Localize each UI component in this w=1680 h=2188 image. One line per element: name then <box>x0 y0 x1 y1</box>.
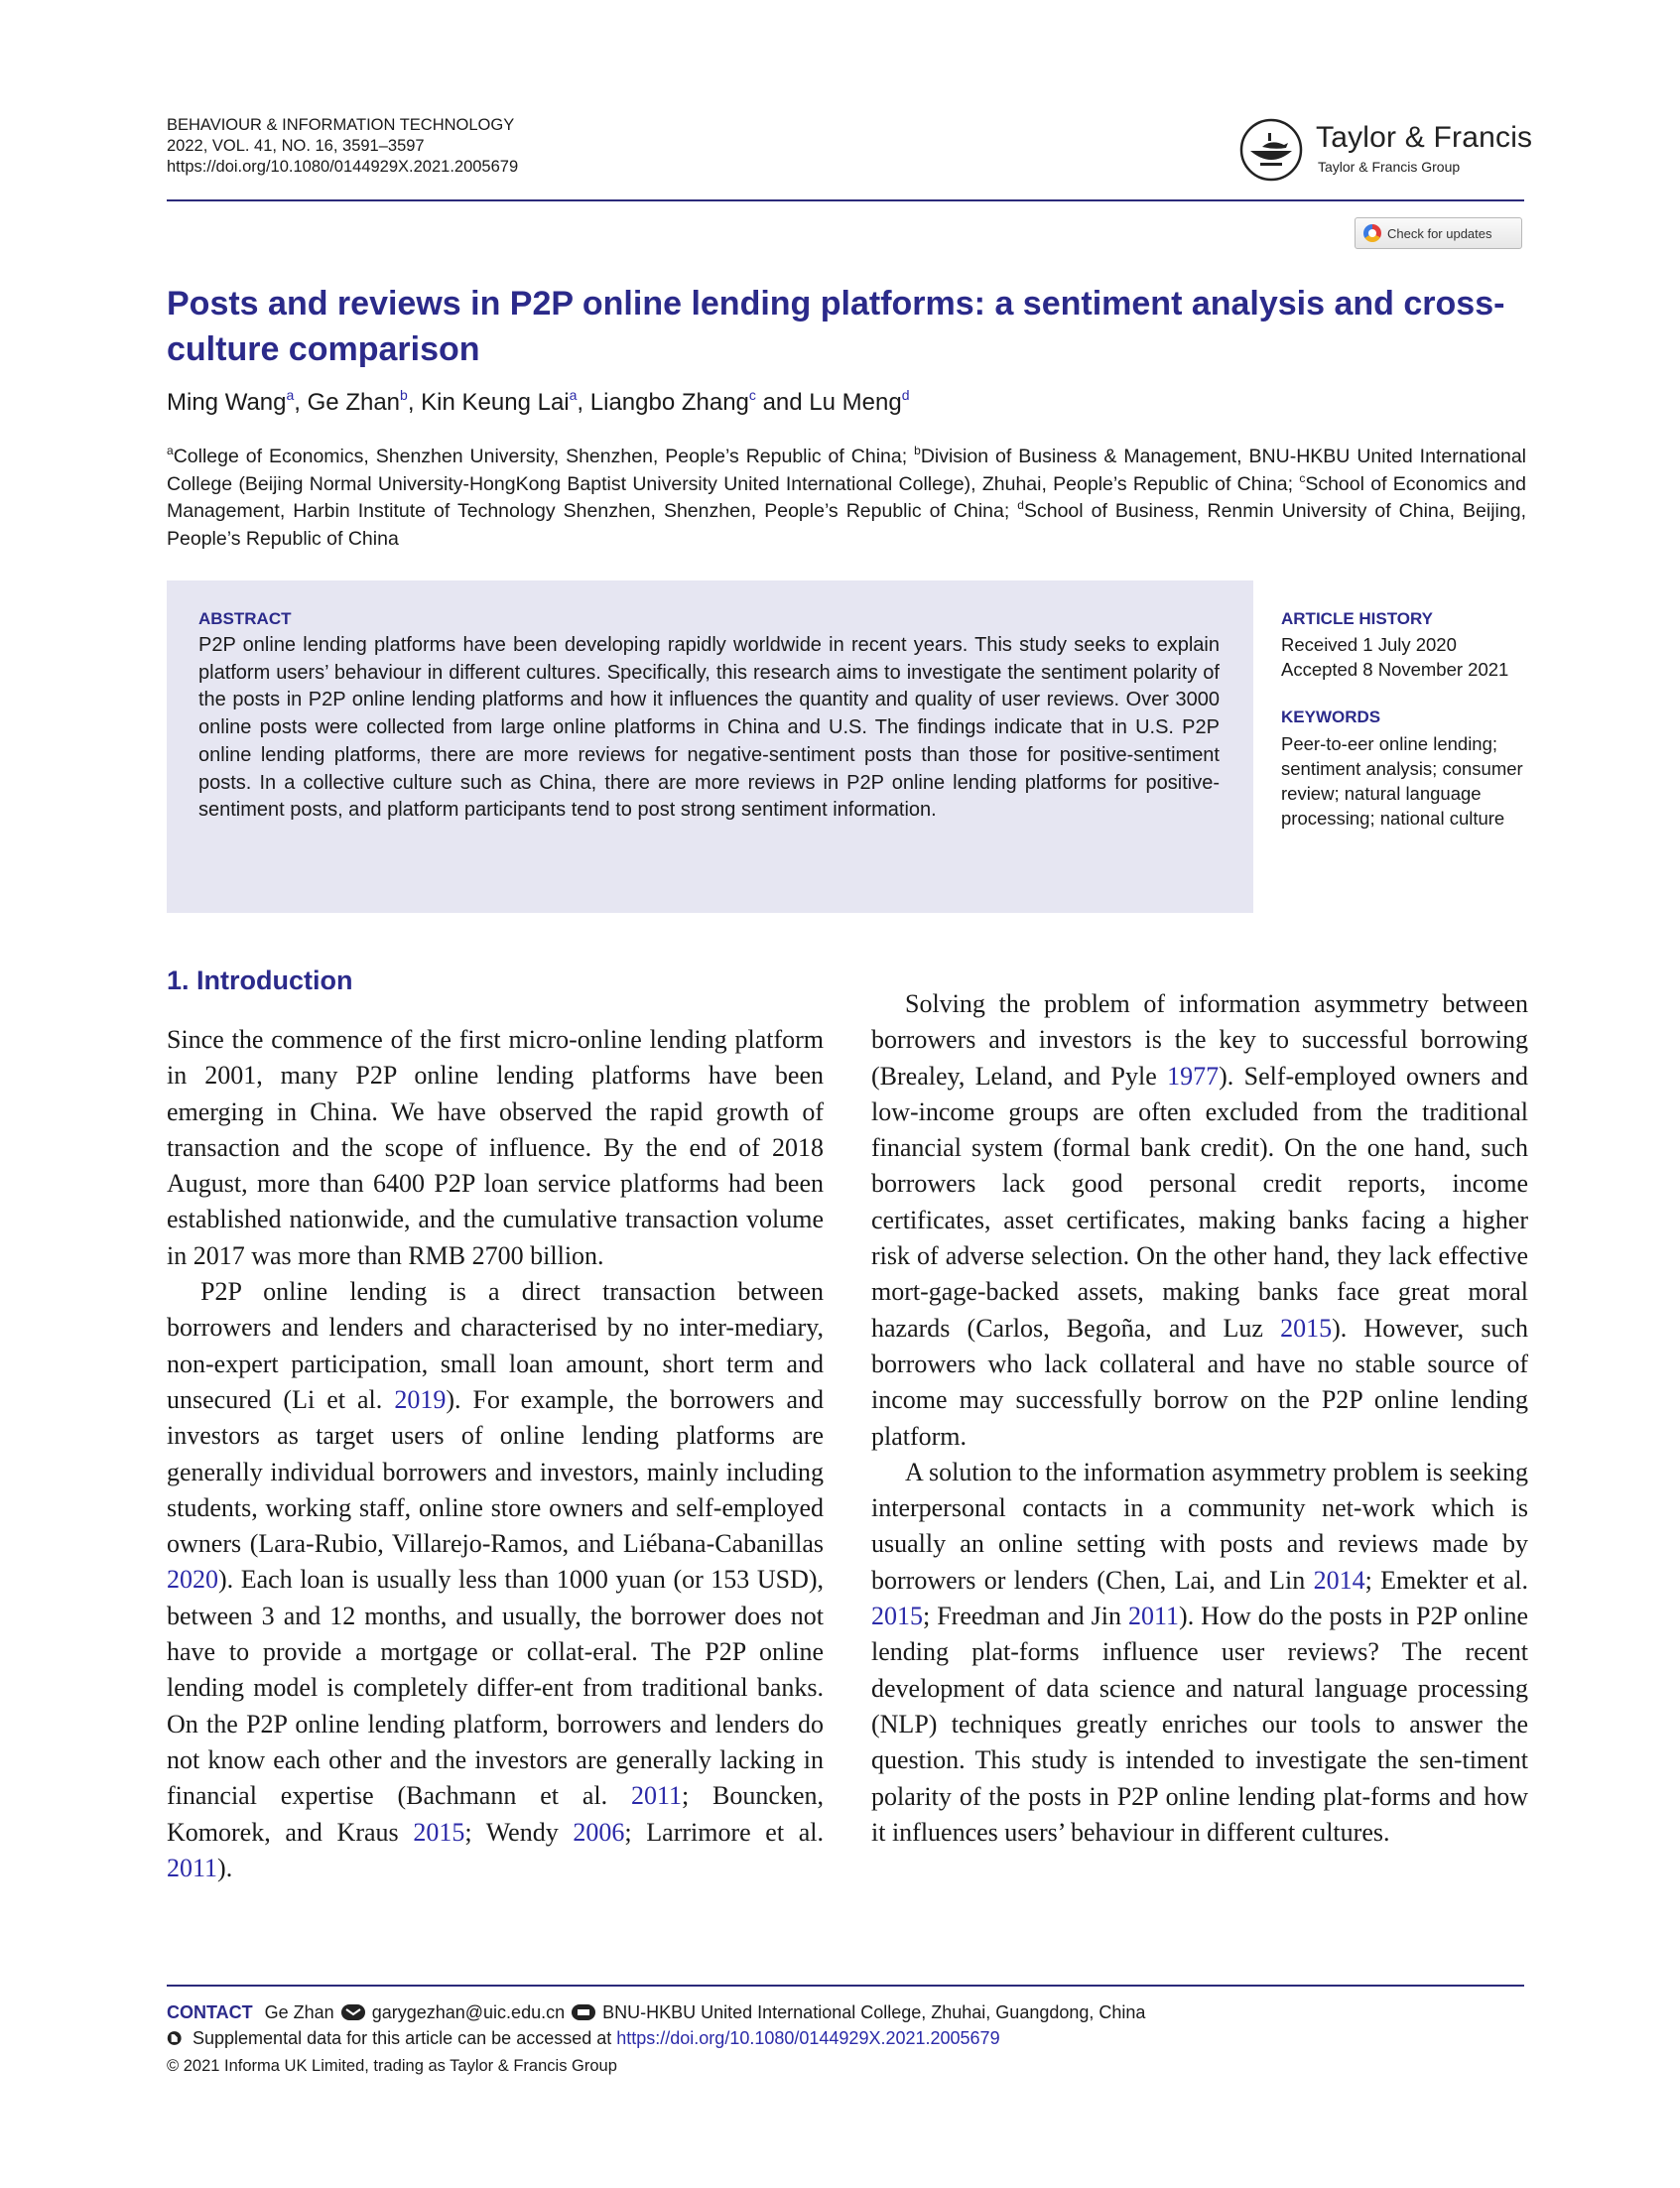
copyright: © 2021 Informa UK Limited, trading as Taylor & Francis Group <box>167 2057 617 2075</box>
body-text: Solving the problem of information asymmetry between borrowers and investors is the key to successful borrowing (Brealey, Leland, and Pyle <box>871 989 1528 1091</box>
journal-header <box>167 115 518 178</box>
article-history-heading: ARTICLE HISTORY <box>1281 609 1434 628</box>
citation-link[interactable]: 2011 <box>630 1781 682 1811</box>
contact-address: BNU-HKBU United International College, Zhuhai, Guangdong, China <box>602 2002 1146 2022</box>
citation-link[interactable]: 2015 <box>413 1817 465 1847</box>
supplemental-text: Supplemental data for this article can be accessed at <box>193 2028 612 2048</box>
affiliation-mark: d <box>1017 498 1024 512</box>
author-list <box>167 387 910 419</box>
author-affiliation-mark[interactable]: a <box>286 387 295 403</box>
affiliation-mark: a <box>167 444 174 457</box>
author-affiliation-mark[interactable]: d <box>901 387 910 403</box>
doi-link[interactable]: https://doi.org/10.1080/0144929X.2021.2005679 <box>167 158 519 176</box>
contact-name: Ge Zhan <box>264 2002 334 2022</box>
footer-rule <box>167 1985 1524 1987</box>
right-column <box>871 986 1528 1851</box>
body-text: ; Bouncken, Komorek, and Kraus <box>167 1781 824 1847</box>
crossmark-icon <box>1363 224 1381 242</box>
accepted-date: Accepted 8 November 2021 <box>1281 659 1509 680</box>
publisher-name: Taylor & Francis <box>1316 121 1533 154</box>
supplemental-line <box>167 2025 1000 2051</box>
article-title: Posts and reviews in P2P online lending platforms: a sentiment analysis and cross-culture comparison <box>167 285 1505 368</box>
lamp-icon <box>1238 117 1308 183</box>
body-paragraph <box>167 1022 824 1274</box>
citation-link[interactable]: 2015 <box>871 1602 923 1631</box>
body-text: ). For example, the borrowers and investors as target users of online lending platforms are generally individual borrowers and investors, mainly including students, working staff, online store owners and self-employed owners (Lara-Rubio, Villarejo-Ramos, and Liébana-Cabanillas <box>167 1384 825 1559</box>
author-affiliation-mark[interactable]: b <box>400 387 408 403</box>
body-text: ). However, such borrowers who lack collateral and have no stable source of income may successfully borrow on the P2P online lending platform. <box>871 1313 1528 1451</box>
supplemental-link[interactable]: https://doi.org/10.1080/0144929X.2021.2005679 <box>616 2028 1000 2048</box>
author-affiliation-mark[interactable]: a <box>569 387 578 403</box>
author-separator: , <box>407 389 422 416</box>
left-column <box>167 1022 824 1886</box>
body-text: ; Wendy <box>464 1817 574 1847</box>
body-text: ). <box>217 1853 233 1882</box>
affiliation-text: College of Economics, Shenzhen University, Shenzhen, People’s Republic of China; <box>173 446 915 467</box>
citation-link[interactable]: 2020 <box>167 1565 218 1595</box>
email-icon <box>340 2002 366 2022</box>
body-text: ). How do the posts in P2P online lending plat-forms influence user reviews? The recent development of data science and natural language processing (NLP) techniques greatly enriches our tools to answer the question. This study is intended to investigate the sen-timent polarity of the posts in P2P online lending plat-forms and how it influences users’ behaviour in different cultures. <box>871 1602 1528 1847</box>
journal-name: BEHAVIOUR & INFORMATION TECHNOLOGY <box>167 116 515 134</box>
body-text: ; Freedman and Jin <box>923 1602 1128 1631</box>
body-paragraph <box>167 1274 824 1886</box>
author-separator: , <box>577 389 590 416</box>
citation-link[interactable]: 2015 <box>1280 1313 1333 1343</box>
abstract-text: P2P online lending platforms have been developing rapidly worldwide in recent years. This study seeks to explain platform users’ behaviour in different cultures. Specifically, this research aims to investigate the sentiment polarity of the posts in P2P online lending platforms and how it influences the quantity and quality of user reviews. Over 3000 online posts were collected from large online platforms in China and U.S. The findings indicate that in U.S. P2P online lending platforms, there are more reviews for negative-sentiment posts than those for positive-sentiment posts. In a collective culture such as China, there are more reviews in P2P online lending platforms for positive-sentiment posts, and platform participants tend to post strong sentiment information. <box>198 634 1220 822</box>
body-text: A solution to the information asymmetry problem is seeking interpersonal contacts in a community net-work which is usually an online setting with posts and reviews made by borrowers or lenders (Chen, Lai, and Lin <box>871 1457 1528 1595</box>
author-name: Liangbo Zhang <box>589 389 749 416</box>
received-date: Received 1 July 2020 <box>1281 634 1457 655</box>
section-heading: 1. Introduction <box>167 965 353 995</box>
affiliation-text: Division of Business & Management, BNU-HKBU United International College (Beijing Normal University-HongKong Baptist University United International College), Zhuhai, People’s Republic of China; <box>167 446 1527 495</box>
body-text: ). Each loan is usually less than 1000 yuan (or 153 USD), between 3 and 12 months, and usually, the borrower does not have to provide a mortgage or collat-eral. The P2P online lending model is completely differ-ent from traditional banks. On the P2P online lending platform, borrowers and lenders do not know each other and the investors are generally lacking in financial expertise (Bachmann et al. <box>167 1565 824 1811</box>
publisher-group: Taylor & Francis Group <box>1318 159 1461 175</box>
author-name: Lu Meng <box>809 389 902 416</box>
publisher-logo <box>1238 117 1533 183</box>
affiliation-mark: b <box>914 444 921 457</box>
keywords-heading: KEYWORDS <box>1281 708 1381 726</box>
body-paragraph <box>871 986 1528 1455</box>
check-updates-label: Check for updates <box>1387 225 1492 241</box>
citation-link[interactable]: 2014 <box>1313 1565 1365 1595</box>
check-updates-button[interactable] <box>1355 217 1522 249</box>
affiliation-text: School of Economics and Management, Harbin Institute of Technology Shenzhen, Shenzhen, People’s Republic of China; <box>167 472 1527 522</box>
body-text: ). Self-employed owners and low-income groups are often excluded from the traditional financial system (formal bank credit). On the one hand, such borrowers lack good personal credit reports, income certificates, asset certificates, making banks facing a higher risk of adverse selection. On the other hand, they lack effective mort-gage-backed assets, making banks face great moral hazards (Carlos, Begoña, and Luz <box>871 1061 1529 1343</box>
author-name: Ming Wang <box>167 389 287 416</box>
supplemental-icon <box>167 2028 187 2048</box>
affiliation-text: School of Business, Renmin University of China, Beijing, People’s Republic of China <box>167 500 1526 550</box>
author-separator: , <box>294 389 308 416</box>
author-name: Ge Zhan <box>307 389 401 416</box>
citation-link[interactable]: 2006 <box>573 1817 625 1847</box>
citation-link[interactable]: 2011 <box>167 1853 218 1882</box>
contact-label: CONTACT <box>167 2002 253 2022</box>
volume-info: 2022, VOL. 41, NO. 16, 3591–3597 <box>167 137 425 155</box>
header-rule <box>167 199 1524 201</box>
body-paragraph <box>871 1455 1528 1851</box>
body-text: Since the commence of the first micro-online lending platform in 2001, many P2P online lending platforms have been emerging in China. We have observed the rapid growth of transaction and the scope of influence. By the end of 2018 August, more than 6400 P2P loan service platforms had been established nationwide, and the cumulative transaction volume in 2017 was more than RMB 2700 billion. <box>167 1025 824 1270</box>
body-text: ; Larrimore et al. <box>624 1817 824 1847</box>
address-icon <box>571 2002 596 2022</box>
body-text: ; Emekter et al. <box>1364 1565 1528 1595</box>
affiliation-mark: c <box>1299 470 1306 485</box>
abstract-heading: ABSTRACT <box>198 609 292 628</box>
body-text: P2P online lending is a direct transaction between borrowers and lenders and characterised by no inter-mediary, non-expert participation, small loan amount, short term and unsecured (Li et al. <box>167 1277 824 1414</box>
affiliations <box>167 444 1526 553</box>
keywords-list: Peer-to-eer online lending; sentiment analysis; consumer review; natural language processing; national culture <box>1281 733 1523 829</box>
author-separator: and <box>755 389 810 416</box>
contact-line <box>167 1999 1145 2025</box>
author-name: Kin Keung Lai <box>421 389 570 416</box>
citation-link[interactable]: 2011 <box>1127 1602 1180 1631</box>
contact-email[interactable]: garygezhan@uic.edu.cn <box>371 2002 566 2022</box>
author-affiliation-mark[interactable]: c <box>748 387 756 403</box>
citation-link[interactable]: 1977 <box>1167 1061 1220 1091</box>
citation-link[interactable]: 2019 <box>394 1384 447 1414</box>
